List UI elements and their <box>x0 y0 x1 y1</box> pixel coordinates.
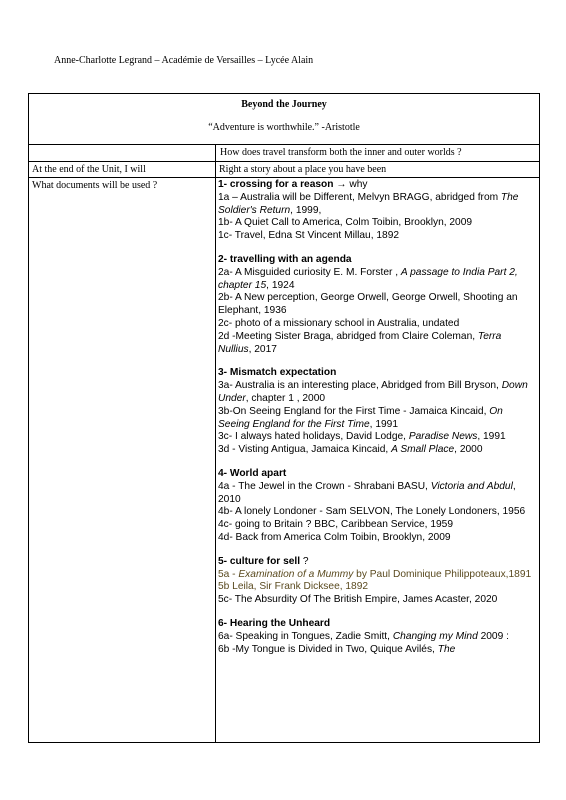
document-item-text: 1a – Australia will be Different, Melvyn BRAGG, abridged from <box>218 191 501 203</box>
document-item <box>218 569 537 582</box>
section-heading-text: 3- Mismatch expectation <box>218 367 337 379</box>
document-item-tail: , 1991 <box>369 418 398 430</box>
documents-list <box>216 178 540 743</box>
section-gap <box>218 457 537 468</box>
document-item-title: Victoria and Abdul <box>430 480 513 492</box>
document-item <box>218 318 537 331</box>
unit-title: Beyond the Journey <box>241 99 327 110</box>
document-item <box>218 406 537 432</box>
document-item-tail: , 1924 <box>266 279 295 291</box>
guiding-question: How does travel transform both the inner and outer worlds ? <box>216 145 540 162</box>
section-heading-text: 2- travelling with an agenda <box>218 253 352 265</box>
author-header: Anne-Charlotte Legrand – Académie de Versailles – Lycée Alain <box>54 55 314 66</box>
document-item-text: 4c- going to Britain ? BBC, Caribbean Service, 1959 <box>218 519 454 531</box>
document-item <box>218 217 537 230</box>
document-item <box>218 532 537 545</box>
section-heading-text: 6- Hearing the Unheard <box>218 617 331 629</box>
document-item-title: Examination of a Mummy <box>238 568 354 580</box>
document-item-title: The Soldier's Return <box>218 191 519 216</box>
section-heading <box>218 468 537 481</box>
document-item <box>218 192 537 218</box>
document-item-tail: , 2000 <box>454 444 483 456</box>
document-item <box>218 581 537 594</box>
document-item-text: 3d - Visting Antigua, Jamaica Kincaid, <box>218 444 392 456</box>
section-gap <box>218 545 537 556</box>
document-item-title: A Small Place <box>391 444 455 456</box>
document-item <box>218 444 537 457</box>
document-item <box>218 481 537 507</box>
document-item-text: 3b-On Seeing England for the First Time - Jamaica Kincaid, <box>218 405 490 417</box>
document-item <box>218 506 537 519</box>
document-item-tail: , 2017 <box>248 343 277 355</box>
document-item-title: Paradise News <box>408 431 478 443</box>
document-item-title: A passage to India Part 2, chapter 15 <box>218 266 518 291</box>
document-item-text: 1c- Travel, Edna St Vincent Millau, 1892 <box>218 230 400 242</box>
title-cell <box>29 94 540 145</box>
document-item-text: 4d- Back from America Colm Toibin, Brooklyn, 2009 <box>218 531 451 543</box>
document-item-text: 2d -Meeting Sister Braga, abridged from Claire Coleman, <box>218 330 478 342</box>
section-heading <box>218 618 537 631</box>
section-gap <box>218 356 537 367</box>
section-heading-suffix: ? <box>300 555 309 567</box>
document-item <box>218 230 537 243</box>
section-heading <box>218 179 537 192</box>
documents-label: What documents will be used ? <box>29 178 216 743</box>
document-item <box>218 644 537 657</box>
document-item-tail: by Paul Dominique Philippoteaux,1891 <box>353 568 532 580</box>
document-item <box>218 631 537 644</box>
section-heading <box>218 254 537 267</box>
document-item <box>218 267 537 293</box>
document-item-tail: , 2010 <box>218 480 516 505</box>
document-item-tail: , 1991 <box>477 431 506 443</box>
document-item-text: 5a - <box>218 568 239 580</box>
document-item-text: 2c- photo of a missionary school in Australia, undated <box>218 317 460 329</box>
document-item-title: Down Under <box>218 380 528 404</box>
document-item-text: 6a- Speaking in Tongues, Zadie Smitt, <box>218 630 393 642</box>
document-item-text: 3a- Australia is an interesting place, Abridged from Bill Bryson, <box>218 380 502 392</box>
document-item-title: The <box>437 643 456 655</box>
document-item-text: 5c- The Absurdity Of The British Empire, James Acaster, 2020 <box>218 594 498 606</box>
end-of-unit-label: At the end of the Unit, I will <box>29 162 216 178</box>
document-item <box>218 431 537 444</box>
document-item-text: 4a - The Jewel in the Crown - Shrabani BASU, <box>218 480 431 492</box>
section-heading-suffix: → why <box>333 179 368 190</box>
section-gap <box>218 607 537 618</box>
document-item-text: 5b Leila, Sir Frank Dicksee, 1892 <box>218 581 369 593</box>
document-item-tail: , 1999, <box>290 204 322 216</box>
section-heading-text: 1- crossing for a reason <box>218 179 334 190</box>
document-item-text: 1b- A Quiet Call to America, Colm Toibin, Brooklyn, 2009 <box>218 217 473 229</box>
section-gap <box>218 243 537 254</box>
document-item-text: 3c- I always hated holidays, David Lodge, <box>218 431 409 443</box>
document-item <box>218 519 537 532</box>
document-item-tail: , chapter 1 , 2000 <box>245 392 326 404</box>
end-of-unit-task: Right a story about a place you have been <box>216 162 540 178</box>
document-item-title: Terra Nullius <box>218 330 502 355</box>
section-heading-text: 4- World apart <box>218 467 287 479</box>
section-heading <box>218 367 537 380</box>
document-item-text: 2b- A New perception, George Orwell, George Orwell, Shooting an Elephant, 1936 <box>218 292 518 317</box>
document-item <box>218 594 537 607</box>
document-item <box>218 331 537 357</box>
document-item-tail: 2009 : <box>477 630 509 642</box>
document-item-title: Changing my Mind <box>392 630 478 642</box>
empty-cell <box>29 145 216 162</box>
unit-quote: “Adventure is worthwhile.” -Aristotle <box>208 122 360 133</box>
document-item <box>218 380 537 406</box>
section-heading <box>218 556 537 569</box>
document-item-text: 4b- A lonely Londoner - Sam SELVON, The Lonely Londoners, 1956 <box>218 506 526 518</box>
document-item <box>218 292 537 318</box>
section-heading-text: 5- culture for sell <box>218 555 301 567</box>
document-item-title: On Seeing England for the First Time <box>218 405 503 430</box>
unit-table <box>28 93 540 743</box>
document-item-text: 2a- A Misguided curiosity E. M. Forster , <box>218 266 401 278</box>
document-item-text: 6b -My Tongue is Divided in Two, Quique Avilés, <box>218 643 438 655</box>
